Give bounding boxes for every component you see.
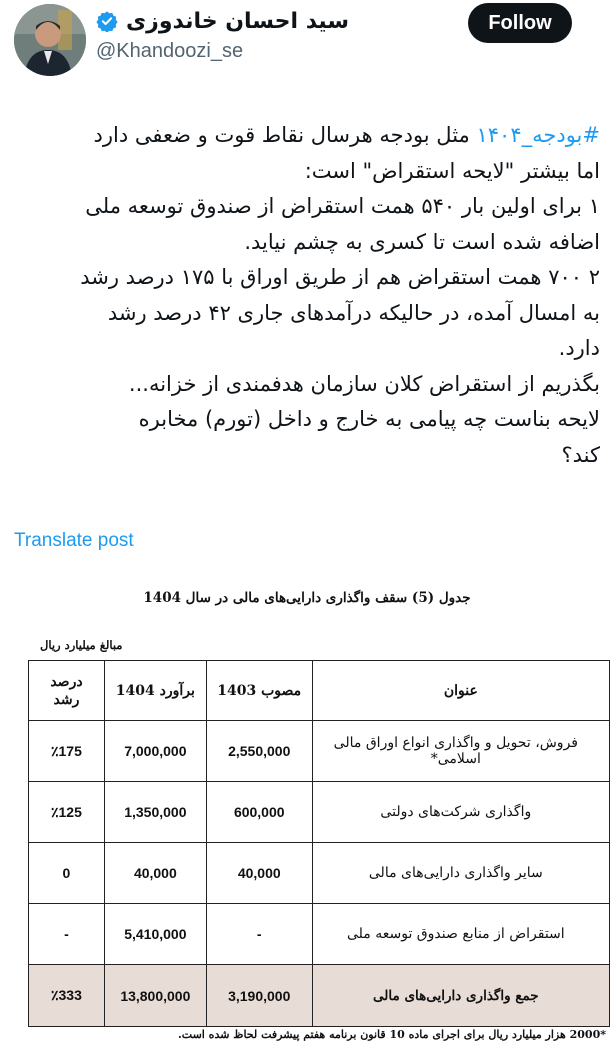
header-growth-line2: رشد — [53, 691, 80, 708]
tweet-line — [8, 118, 600, 154]
tweet-line: ۱ برای اولین بار ۵۴۰ همت استقراض از صندوق توسعه ملی — [85, 194, 600, 218]
header-growth-line1: درصد — [50, 673, 83, 690]
row-growth: - — [29, 904, 105, 965]
row-approved: 600,000 — [206, 782, 312, 843]
header-growth — [29, 661, 105, 721]
row-growth: ٪125 — [29, 782, 105, 843]
tweet-line: اما بیشتر "لایحه استقراض" است: — [304, 158, 600, 183]
verified-badge-icon — [96, 10, 118, 32]
table-row — [29, 721, 610, 782]
row-growth: 0 — [29, 843, 105, 904]
total-estimate: 13,800,000 — [104, 965, 206, 1027]
table-row — [29, 782, 610, 843]
row-estimate: 5,410,000 — [104, 904, 206, 965]
hashtag-link[interactable]: #بودجه_۱۴۰۴ — [476, 123, 600, 147]
header-approved-1403: مصوب 1403 — [206, 661, 312, 721]
total-approved: 3,190,000 — [206, 965, 312, 1027]
total-label: جمع واگذاری دارایی‌های مالی — [312, 965, 609, 1027]
tweet-line: ۲ ۷۰۰ همت استقراض هم از طریق اوراق با ۱۷۵ درصد رشد — [80, 265, 600, 289]
avatar[interactable] — [14, 4, 86, 76]
budget-table — [28, 660, 610, 1027]
tweet-line-text: مثل بودجه هرسال نقاط قوت و ضعفی دارد — [93, 123, 477, 147]
row-label: فروش، تحویل و واگذاری انواع اوراق مالی اسلامی* — [312, 721, 609, 782]
table-row — [29, 843, 610, 904]
row-approved: - — [206, 904, 312, 965]
table-footnote: *2000 هزار میلیارد ریال برای اجرای ماده 10 قانون برنامه هفتم پیشرفت لحاظ شده است. — [177, 1028, 606, 1041]
table-row — [29, 904, 610, 965]
row-growth: ٪175 — [29, 721, 105, 782]
header-estimate-1404: برآورد 1404 — [104, 661, 206, 721]
name-row — [96, 6, 349, 36]
tweet-line: به امسال آمده، در حالیکه درآمدهای جاری ۴۲ درصد رشد — [107, 300, 600, 325]
row-label: سایر واگذاری دارایی‌های مالی — [312, 843, 609, 904]
row-approved: 2,550,000 — [206, 721, 312, 782]
tweet-line: اضافه شده است تا کسری به چشم نیاید. — [244, 229, 600, 254]
header-title: عنوان — [312, 661, 609, 721]
table-caption: جدول (5) سقف واگذاری دارایی‌های مالی در سال 1404 — [143, 590, 471, 606]
tweet-line: لایحه بناست چه پیامی به خارج و داخل (تورم) مخابره — [138, 407, 600, 431]
table-unit-note: مبالغ میلیارد ریال — [40, 638, 123, 652]
tweet-line: بگذریم از استقراض کلان سازمان هدفمندی از خزانه... — [128, 371, 600, 396]
follow-button[interactable]: Follow — [468, 3, 572, 43]
tweet-header — [0, 0, 614, 80]
translate-post-link[interactable]: Translate post — [14, 530, 134, 551]
tweet-line: کند؟ — [561, 442, 600, 467]
display-name[interactable]: سید احسان خاندوزی — [126, 8, 350, 34]
row-label: واگذاری شرکت‌های دولتی — [312, 782, 609, 843]
row-estimate: 1,350,000 — [104, 782, 206, 843]
tweet-line: دارد. — [558, 336, 600, 360]
row-estimate: 40,000 — [104, 843, 206, 904]
table-header-row — [29, 661, 610, 721]
table-total-row — [29, 965, 610, 1027]
avatar-photo-icon — [14, 4, 86, 76]
tweet-text — [8, 118, 600, 473]
user-handle[interactable]: @Khandoozi_se — [96, 40, 244, 62]
row-approved: 40,000 — [206, 843, 312, 904]
row-estimate: 7,000,000 — [104, 721, 206, 782]
row-label: استقراض از منابع صندوق توسعه ملی — [312, 904, 609, 965]
total-growth: ٪333 — [29, 965, 105, 1027]
